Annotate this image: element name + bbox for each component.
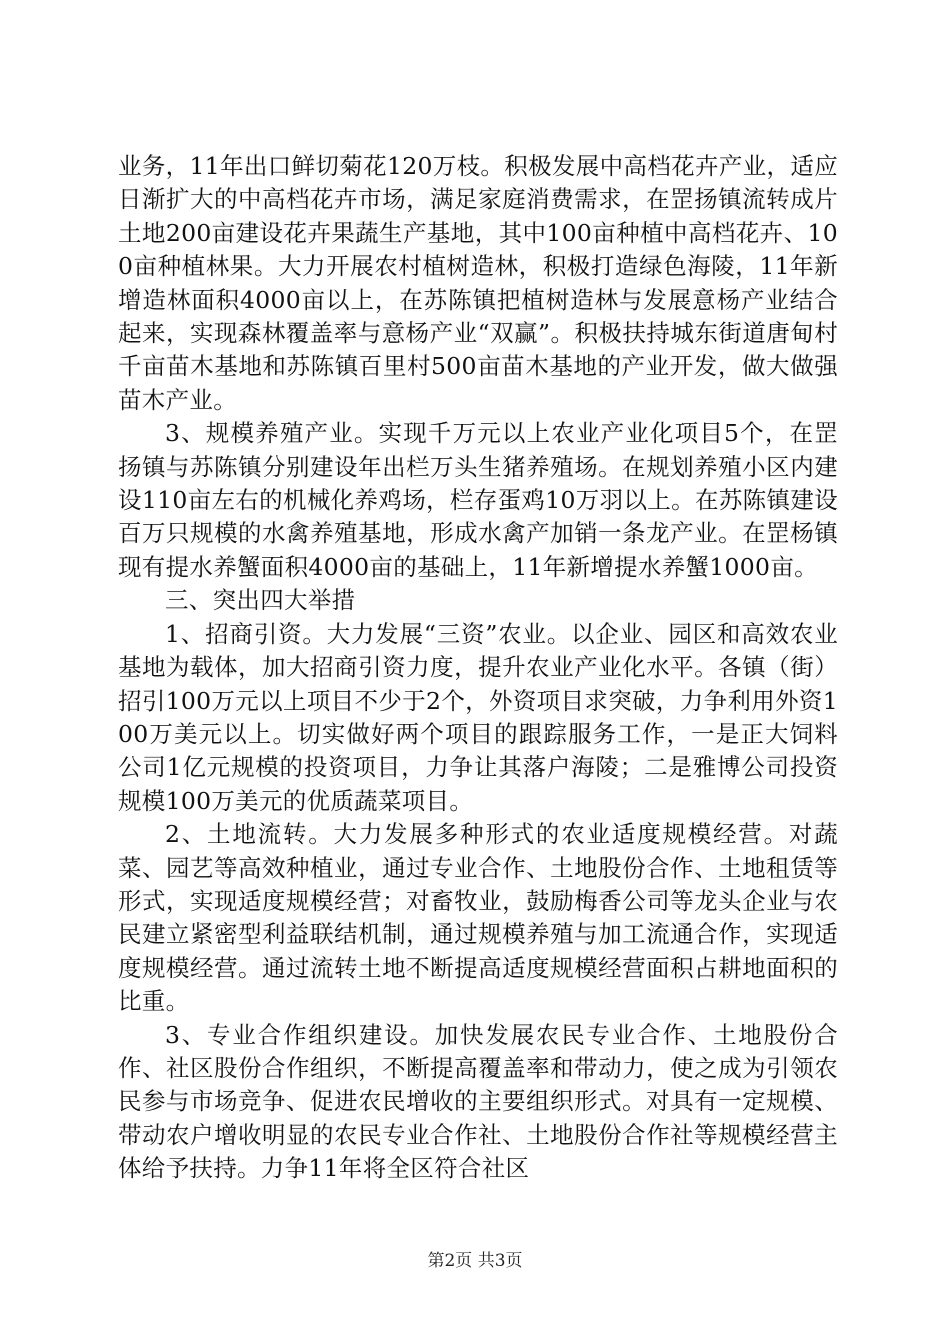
page-number: 第2页 共3页 (427, 1251, 523, 1271)
document-body (118, 150, 838, 1186)
section-heading: 三、突出四大举措 (165, 586, 356, 615)
paragraph-3: 1、招商引资。大力发展“三资”农业。以企业、园区和高效农业基地为载体，加大招商引资力度，提升农业产业化水平。各镇（街）招引100万元以上项目不少于2个，外资项目求突破，力争利用外资100万美元以上。切实做好两个项目的跟踪服务工作，一是正大饲料公司1亿元规模的投资项目，力争让其落户海陵；二是雅博公司投资规模100万美元的优质蔬菜项目。 (118, 619, 838, 815)
paragraph-1: 业务，11年出口鲜切菊花120万枝。积极发展中高档花卉产业，适应日渐扩大的中高档花卉市场，满足家庭消费需求，在罡扬镇流转成片土地200亩建设花卉果蔬生产基地，其中100亩种植中高档花卉、100亩种植林果。大力开展农村植树造林，积极打造绿色海陵，11年新增造林面积4000亩以上，在苏陈镇把植树造林与发展意杨产业结合起来，实现森林覆盖率与意杨产业“双赢”。积极扶持城东街道唐甸村千亩苗木基地和苏陈镇百里村500亩苗木基地的产业开发，做大做强苗木产业。 (118, 152, 838, 414)
paragraph-5: 3、专业合作组织建设。加快发展农民专业合作、土地股份合作、社区股份合作组织，不断提高覆盖率和带动力，使之成为引领农民参与市场竞争、促进农民增收的主要组织形式。对具有一定规模、带动农户增收明显的农民专业合作社、土地股份合作社等规模经营主体给予扶持。力争11年将全区符合社区 (118, 1020, 838, 1183)
paragraph-2: 3、规模养殖产业。实现千万元以上农业产业化项目5个，在罡扬镇与苏陈镇分别建设年出栏万头生猪养殖场。在规划养殖小区内建设110亩左右的机械化养鸡场，栏存蛋鸡10万羽以上。在苏陈镇建设百万只规模的水禽养殖基地，形成水禽产加销一条龙产业。在罡杨镇现有提水养蟹面积4000亩的基础上，11年新增提水养蟹1000亩。 (118, 419, 838, 581)
paragraph-4: 2、土地流转。大力发展多种形式的农业适度规模经营。对蔬菜、园艺等高效种植业，通过专业合作、土地股份合作、土地租赁等形式，实现适度规模经营；对畜牧业，鼓励梅香公司等龙头企业与农民建立紧密型利益联结机制，通过规模养殖与加工流通合作，实现适度规模经营。通过流转土地不断提高适度规模经营面积占耕地面积的比重。 (118, 820, 838, 1016)
